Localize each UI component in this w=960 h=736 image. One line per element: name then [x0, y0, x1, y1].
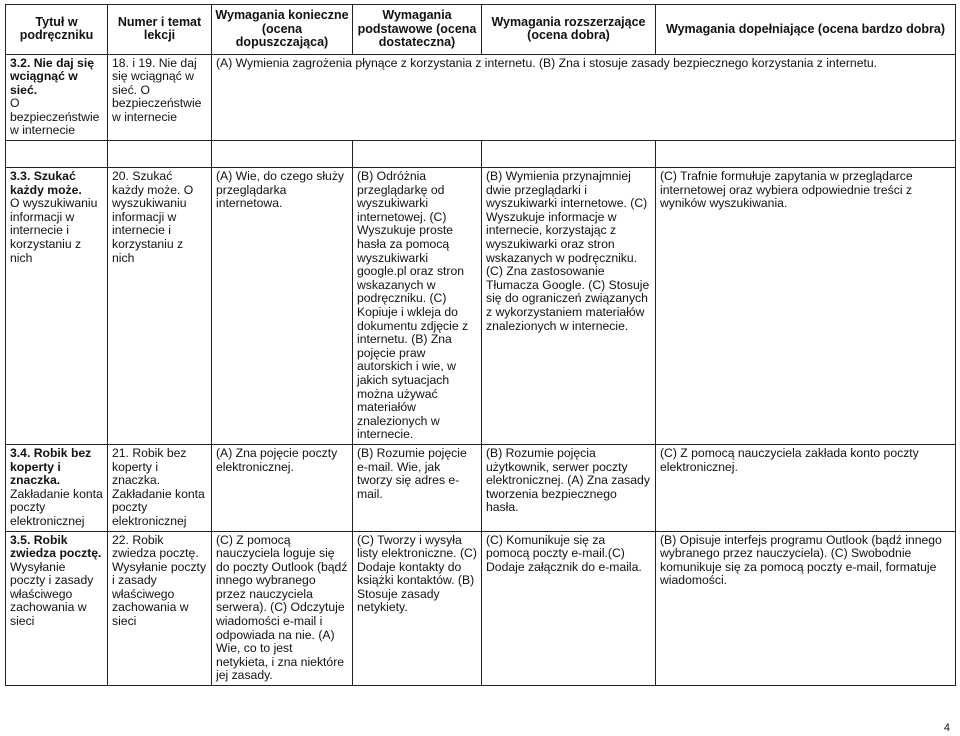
lesson-cell: 21. Robik bez koperty i znaczka. Zakładanie konta poczty elektronicznej: [108, 444, 212, 531]
req-supplementary-cell: (C) Trafnie formułuje zapytania w przeglądarce internetowej oraz wybiera odpowiednie treści z wyników wyszukiwania.: [656, 168, 956, 445]
section-cell: [6, 168, 108, 445]
lesson-cell: 18. i 19. Nie daj się wciągnąć w sieć. O bezpieczeństwie w internecie: [108, 54, 212, 141]
lesson-cell: 22. Robik zwiedza pocztę. Wysyłanie poczty i zasady właściwego zachowania w sieci: [108, 531, 212, 686]
req-required-cell: (A) Zna pojęcie poczty elektronicznej.: [212, 444, 353, 531]
header-lesson: Numer i temat lekcji: [108, 5, 212, 55]
header-req-required: Wymagania konieczne (ocena dopuszczająca): [212, 5, 353, 55]
table-row: [6, 54, 956, 141]
req-basic-cell: (C) Tworzy i wysyła listy elektroniczne. (C) Dodaje kontakty do książki kontaktów. (B) Stosuje zasady netykiety.: [353, 531, 482, 686]
section-number: 3.3. Szukać każdy może.: [10, 169, 82, 197]
req-required-cell: (C) Z pomocą nauczyciela loguje się do poczty Outlook (bądź innego wybranego przez nauczyciela serwera). (C) Odczytuje wiadomości e-mail i odpowiada na nie. (A) Wie, co to jest netykieta, i zna niektóre jej zasady.: [212, 531, 353, 686]
requirements-table: [5, 4, 956, 686]
req-supplementary-cell: (C) Z pomocą nauczyciela zakłada konto poczty elektronicznej.: [656, 444, 956, 531]
lesson-cell: 20. Szukać każdy może. O wyszukiwaniu informacji w internecie i korzystaniu z nich: [108, 168, 212, 445]
req-extended-cell: (B) Wymienia przynajmniej dwie przeglądarki i wyszukiwarki internetowe. (C) Wyszukuje informacje w internecie, korzystając z wyszukiwarki oraz stron wskazanych w podręczniku. (C) Zna zastosowanie Tłumacza Google. (C) Stosuje się do ograniczeń związanych z wykorzystaniem materiałów znalezionych w internecie.: [482, 168, 656, 445]
page-number: 4: [943, 722, 950, 734]
table-row: [6, 168, 956, 445]
section-title: Zakładanie konta poczty elektronicznej: [10, 486, 103, 528]
section-number: 3.4. Robik bez koperty i znaczka.: [10, 445, 92, 488]
header-title: Tytuł w podręczniku: [6, 5, 108, 55]
spacer-row: [6, 141, 956, 168]
req-extended-cell: (B) Rozumie pojęcia użytkownik, serwer poczty elektronicznej. (A) Zna zasady tworzenia bezpiecznego hasła.: [482, 444, 656, 531]
req-supplementary-cell: (B) Opisuje interfejs programu Outlook (bądź innego wybranego przez nauczyciela). (C) Swobodnie komunikuje się za pomocą poczty e-mail, formatuje wiadomości.: [656, 531, 956, 686]
requirements-span-cell: (A) Wymienia zagrożenia płynące z korzystania z internetu. (B) Zna i stosuje zasady bezpiecznego korzystania z internetu.: [212, 54, 956, 141]
section-title: Wysyłanie poczty i zasady właściwego zachowania w sieci: [10, 559, 94, 629]
table-row: [6, 531, 956, 686]
header-row: [6, 5, 956, 55]
section-cell: [6, 531, 108, 686]
section-number: 3.2. Nie daj się wciągnąć w sieć.: [10, 55, 95, 97]
section-cell: [6, 54, 108, 141]
req-basic-cell: (B) Odróżnia przeglądarkę od wyszukiwarki internetowej. (C) Wyszukuje proste hasła za pomocą wyszukiwarki google.pl oraz stron wskazanych w podręczniku. (C) Kopiuje i wkleja do dokumentu zdjęcie z internetu. (B) Zna pojęcie praw autorskich i wie, w jakich sytuacjach można używać materiałów znalezionych w internecie.: [353, 168, 482, 445]
section-title: O wyszukiwaniu informacji w internecie i korzystaniu z nich: [10, 196, 98, 265]
section-cell: [6, 444, 108, 531]
section-number: 3.5. Robik zwiedza pocztę.: [10, 532, 102, 561]
req-extended-cell: (C) Komunikuje się za pomocą poczty e-mail.(C) Dodaje załącznik do e-maila.: [482, 531, 656, 686]
header-req-supplementary: Wymagania dopełniające (ocena bardzo dobra): [656, 5, 956, 55]
req-required-cell: (A) Wie, do czego służy przeglądarka internetowa.: [212, 168, 353, 445]
req-basic-cell: (B) Rozumie pojęcie e-mail. Wie, jak tworzy się adres e-mail.: [353, 444, 482, 531]
header-req-extended: Wymagania rozszerzające (ocena dobra): [482, 5, 656, 55]
section-title: O bezpieczeństwie w internecie: [10, 96, 100, 138]
header-req-basic: Wymagania podstawowe (ocena dostateczna): [353, 5, 482, 55]
table-row: [6, 444, 956, 531]
